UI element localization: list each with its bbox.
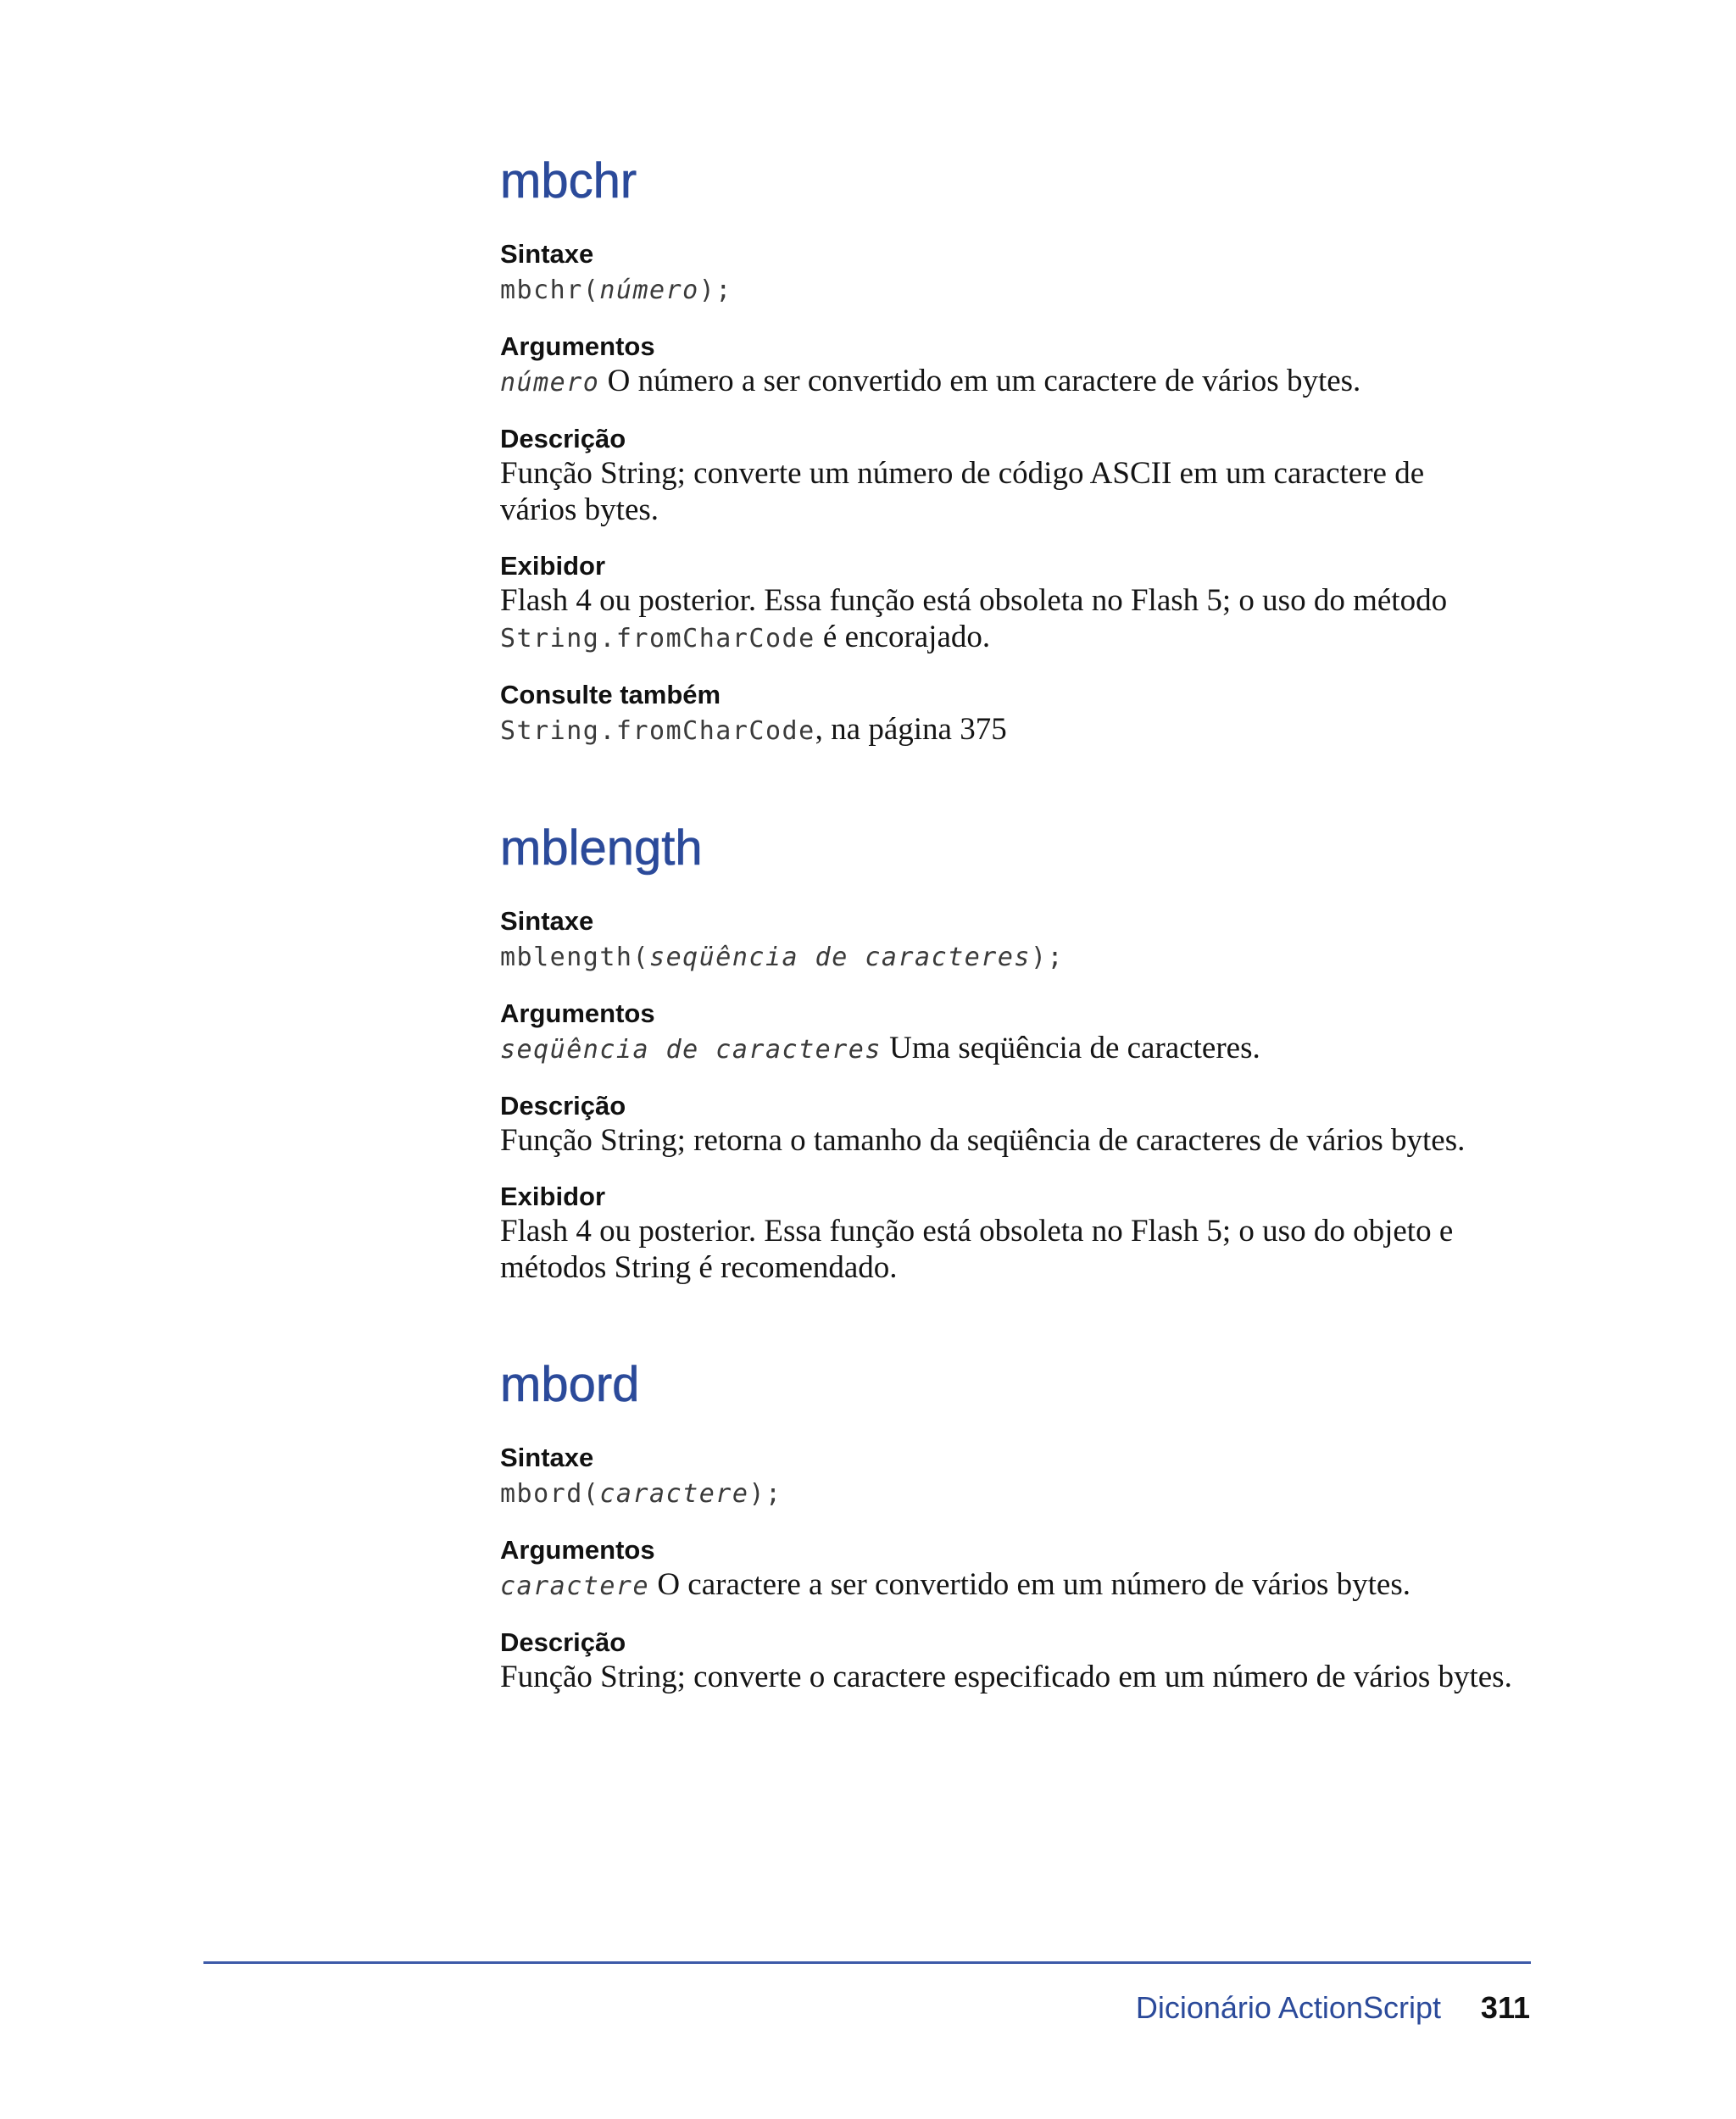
- entry-title: mbord: [500, 1357, 640, 1412]
- argument-text: O número a ser convertido em um caractere de vários bytes.: [599, 364, 1361, 398]
- description-section: [500, 1090, 1560, 1159]
- player-heading: Exibidor: [500, 551, 606, 581]
- argument-name: caractere: [500, 1571, 650, 1601]
- arguments-heading: Argumentos: [500, 1535, 655, 1565]
- page-content: [500, 153, 1560, 1695]
- syntax-code: [500, 1474, 1560, 1512]
- player-text: Flash 4 ou posterior. Essa função está obsoleta no Flash 5; o uso do objeto e métodos String é recomendado.: [500, 1214, 1454, 1285]
- description-section: [500, 423, 1560, 528]
- syntax-section: [500, 905, 1560, 976]
- footer-rule: [203, 1961, 1531, 1964]
- see-also-code[interactable]: String.fromCharCode: [500, 716, 815, 746]
- description-text: Função String; converte um número de código ASCII em um caractere de vários bytes.: [500, 456, 1425, 527]
- description-text: Função String; retorna o tamanho da seqüência de caracteres de vários bytes.: [500, 1123, 1466, 1158]
- arguments-section: [500, 1534, 1560, 1605]
- syntax-function: mbchr(: [500, 275, 600, 305]
- argument-name: seqüência de caracteres: [500, 1035, 882, 1065]
- description-text: Função String; converte o caractere especificado em um número de vários bytes.: [500, 1660, 1512, 1694]
- player-section: [500, 550, 1560, 657]
- syntax-heading: Sintaxe: [500, 1443, 594, 1472]
- syntax-closing: );: [748, 1479, 782, 1509]
- see-also-page-ref: , na página 375: [815, 712, 1007, 747]
- syntax-closing: );: [698, 275, 732, 305]
- see-also-section: [500, 679, 1560, 749]
- argument-text: O caractere a ser convertido em um número de vários bytes.: [649, 1567, 1410, 1602]
- player-text-end: é encorajado.: [815, 620, 991, 654]
- player-section: [500, 1181, 1560, 1286]
- syntax-code: [500, 270, 1560, 309]
- description-heading: Descrição: [500, 1627, 626, 1657]
- syntax-parameter: caractere: [599, 1479, 749, 1509]
- page-number: 311: [1480, 1990, 1530, 2025]
- entry-title: mbchr: [500, 153, 637, 209]
- player-heading: Exibidor: [500, 1182, 606, 1211]
- description-section: [500, 1627, 1560, 1695]
- footer-title: Dicionário ActionScript: [1135, 1990, 1441, 2025]
- player-text: [500, 582, 1560, 657]
- see-also-heading: Consulte também: [500, 680, 721, 709]
- arguments-heading: Argumentos: [500, 331, 655, 361]
- syntax-closing: );: [1030, 943, 1065, 972]
- argument-description: [500, 363, 1560, 401]
- arguments-heading: Argumentos: [500, 998, 655, 1028]
- syntax-heading: Sintaxe: [500, 906, 594, 936]
- entry-title: mblength: [500, 820, 703, 876]
- argument-description: [500, 1030, 1560, 1068]
- description-heading: Descrição: [500, 1091, 626, 1121]
- syntax-parameter: número: [599, 275, 699, 305]
- syntax-heading: Sintaxe: [500, 239, 594, 269]
- entry-mbchr: [500, 153, 1560, 749]
- player-code: String.fromCharCode: [500, 624, 815, 653]
- argument-name: número: [500, 368, 600, 398]
- syntax-code: [500, 937, 1560, 976]
- arguments-section: [500, 998, 1560, 1068]
- syntax-function: mblength(: [500, 943, 650, 972]
- player-text-start: Flash 4 ou posterior. Essa função está obsoleta no Flash 5; o uso do método: [500, 583, 1448, 618]
- description-heading: Descrição: [500, 424, 626, 453]
- arguments-section: [500, 331, 1560, 401]
- syntax-parameter: seqüência de caracteres: [649, 943, 1031, 972]
- syntax-section: [500, 238, 1560, 309]
- entry-mblength: [500, 820, 1560, 1286]
- argument-text: Uma seqüência de caracteres.: [881, 1031, 1260, 1065]
- see-also-text: [500, 711, 1560, 749]
- syntax-function: mbord(: [500, 1479, 600, 1509]
- syntax-section: [500, 1442, 1560, 1512]
- entry-mbord: [500, 1357, 1560, 1695]
- argument-description: [500, 1566, 1560, 1605]
